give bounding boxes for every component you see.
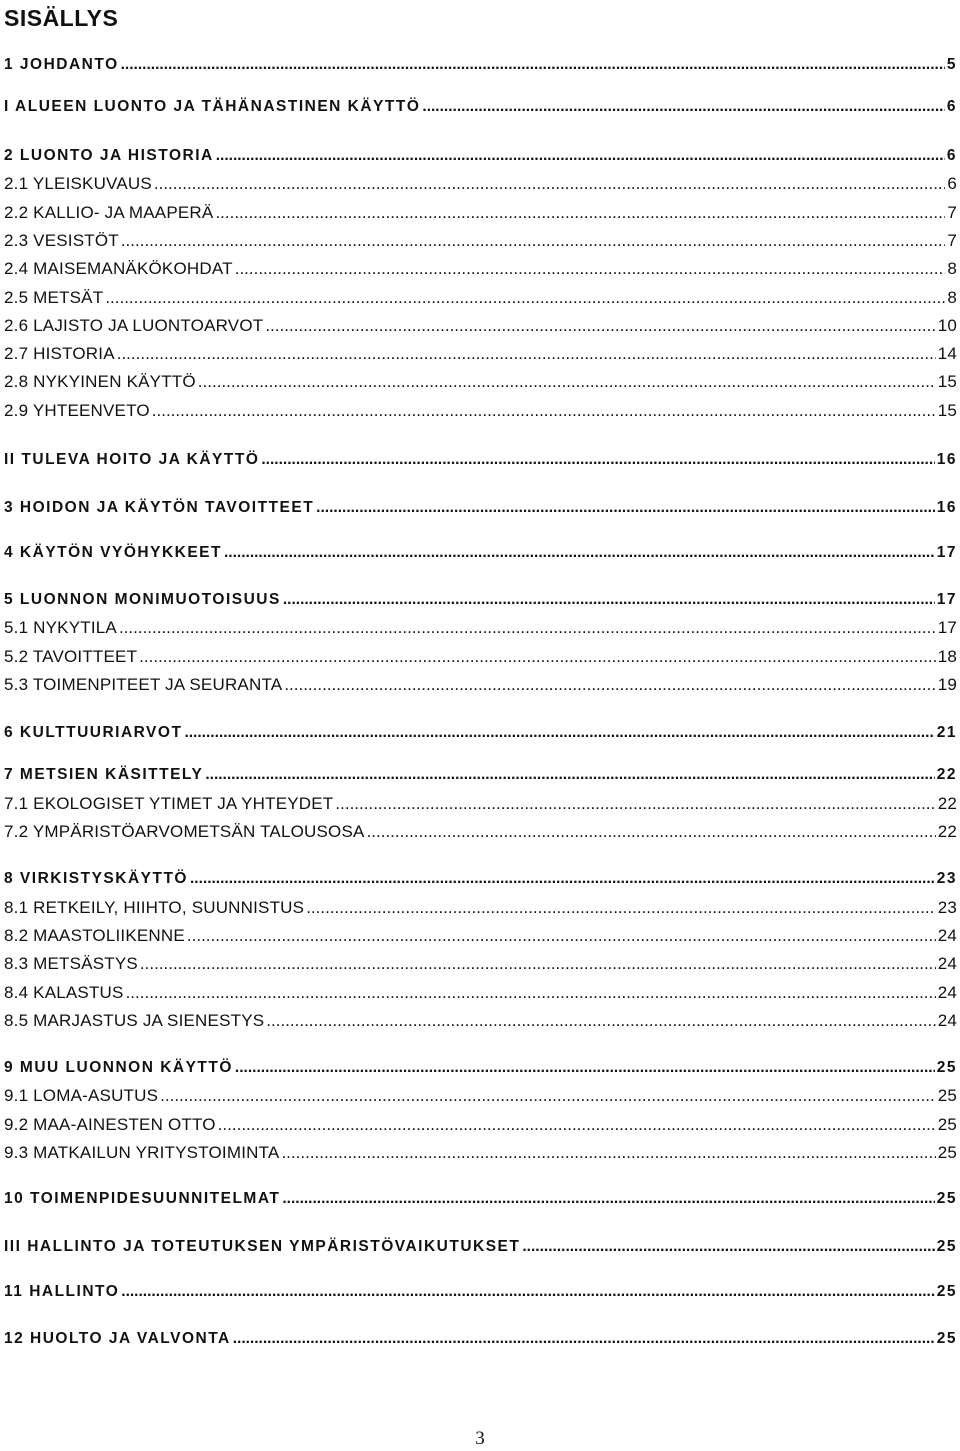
page-number: 3 bbox=[475, 1428, 485, 1449]
toc-entry-label: 11 HALLINTO bbox=[4, 1283, 120, 1300]
toc-dot-leader bbox=[121, 54, 945, 76]
toc-entry-page: 8 bbox=[947, 288, 957, 307]
toc-entry-label: 10 TOIMENPIDESUUNNITELMAT bbox=[4, 1190, 281, 1207]
toc-entry-label: II TULEVA HOITO JA KÄYTTÖ bbox=[4, 451, 260, 468]
toc-entry bbox=[4, 143, 957, 167]
toc-entry-page: 17 bbox=[936, 591, 957, 608]
toc-entry-page: 17 bbox=[937, 618, 957, 637]
toc-entry-page: 25 bbox=[937, 1143, 957, 1162]
toc-entry-page: 24 bbox=[937, 954, 957, 973]
toc-dot-leader bbox=[117, 343, 936, 365]
toc-entry-label: 4 KÄYTÖN VYÖHYKKEET bbox=[4, 544, 222, 561]
toc-entry bbox=[4, 285, 957, 309]
toc-entry-page: 22 bbox=[937, 794, 957, 813]
toc-entry bbox=[4, 1140, 957, 1164]
toc-entry bbox=[4, 313, 957, 337]
toc-dot-leader bbox=[215, 202, 945, 224]
toc-entry bbox=[4, 762, 957, 786]
toc-entry bbox=[4, 895, 957, 919]
toc-entry bbox=[4, 200, 957, 224]
toc-dot-leader bbox=[190, 868, 935, 890]
toc-entry bbox=[4, 540, 957, 564]
toc-entry bbox=[4, 1186, 957, 1210]
toc-entry bbox=[4, 94, 957, 118]
toc-entry-label: 8.4 KALASTUS bbox=[4, 983, 124, 1002]
toc-entry bbox=[4, 672, 957, 696]
toc-entry-page: 15 bbox=[937, 372, 957, 391]
toc-dot-leader bbox=[367, 821, 936, 843]
toc-entry-label: 8.3 METSÄSTYS bbox=[4, 954, 138, 973]
toc-entry bbox=[4, 256, 957, 280]
toc-entry-page: 7 bbox=[947, 231, 957, 250]
toc-entry-label: 5 LUONNON MONIMUOTOISUUS bbox=[4, 591, 281, 608]
toc-entry bbox=[4, 495, 957, 519]
toc-dot-leader bbox=[261, 449, 934, 471]
toc-entry-page: 24 bbox=[937, 983, 957, 1002]
toc-entry bbox=[4, 791, 957, 815]
toc-entry bbox=[4, 587, 957, 611]
toc-dot-leader bbox=[224, 542, 935, 564]
toc-dot-leader bbox=[121, 230, 946, 252]
toc-entry bbox=[4, 447, 957, 471]
toc-entry bbox=[4, 1326, 957, 1350]
toc-entry-label: 2.9 YHTEENVETO bbox=[4, 401, 150, 420]
toc-entry-page: 22 bbox=[937, 822, 957, 841]
toc-dot-leader bbox=[140, 953, 936, 975]
toc-entry-page: 24 bbox=[937, 926, 957, 945]
toc-entry-label: 12 HUOLTO JA VALVONTA bbox=[4, 1330, 231, 1347]
toc-dot-leader bbox=[282, 1188, 934, 1210]
toc-entry-label: 5.2 TAVOITTEET bbox=[4, 647, 138, 666]
toc-dot-leader bbox=[105, 287, 945, 309]
toc-dot-leader bbox=[216, 145, 945, 167]
toc-entry bbox=[4, 866, 957, 890]
toc-entry bbox=[4, 52, 957, 76]
toc-entry bbox=[4, 1008, 957, 1032]
toc-dot-leader bbox=[335, 793, 935, 815]
toc-dot-leader bbox=[266, 1010, 935, 1032]
toc-dot-leader bbox=[281, 1142, 935, 1164]
toc-entry-label: 8.2 MAASTOLIIKENNE bbox=[4, 926, 185, 945]
toc-entry-label: 8.5 MARJASTUS JA SIENESTYS bbox=[4, 1011, 265, 1030]
toc-entry-page: 10 bbox=[937, 316, 957, 335]
toc-entry-label: 5.1 NYKYTILA bbox=[4, 618, 117, 637]
toc-dot-leader bbox=[235, 1057, 935, 1079]
toc-dot-leader bbox=[187, 925, 936, 947]
toc-entry-page: 23 bbox=[936, 870, 957, 887]
toc-entry bbox=[4, 720, 957, 744]
toc-entry-label: 2.5 METSÄT bbox=[4, 288, 104, 307]
toc-entry bbox=[4, 951, 957, 975]
toc-entry-page: 18 bbox=[937, 647, 957, 666]
toc-entry-page: 25 bbox=[936, 1330, 957, 1347]
toc-dot-leader bbox=[139, 646, 936, 668]
toc-entry bbox=[4, 1055, 957, 1079]
toc-entry-page: 25 bbox=[937, 1086, 957, 1105]
toc-entry-page: 22 bbox=[936, 766, 957, 783]
toc-entry-page: 16 bbox=[936, 451, 957, 468]
toc-entry-page: 5 bbox=[946, 56, 957, 73]
toc-entry-page: 15 bbox=[937, 401, 957, 420]
toc-dot-leader bbox=[152, 400, 936, 422]
toc-entry bbox=[4, 1083, 957, 1107]
toc-entry-label: 2.4 MAISEMANÄKÖKOHDAT bbox=[4, 259, 233, 278]
toc-dot-leader bbox=[198, 371, 936, 393]
toc-entry bbox=[4, 1279, 957, 1303]
toc-dot-leader bbox=[422, 96, 944, 118]
toc-entry-label: 6 KULTTUURIARVOT bbox=[4, 724, 183, 741]
toc-entry-label: 7.2 YMPÄRISTÖARVOMETSÄN TALOUSOSA bbox=[4, 822, 365, 841]
toc-dot-leader bbox=[121, 1281, 934, 1303]
toc-entry-label: 9.2 MAA-AINESTEN OTTO bbox=[4, 1115, 216, 1134]
toc-entry-page: 21 bbox=[936, 724, 957, 741]
toc-dot-leader bbox=[205, 764, 934, 786]
toc-dot-leader bbox=[284, 674, 935, 696]
toc-entry bbox=[4, 644, 957, 668]
toc-entry-label: 2.6 LAJISTO JA LUONTOARVOT bbox=[4, 316, 264, 335]
toc-entry-page: 25 bbox=[937, 1115, 957, 1134]
toc-entry-label: 8.1 RETKEILY, HIIHTO, SUUNNISTUS bbox=[4, 898, 305, 917]
toc-entry bbox=[4, 1234, 957, 1258]
toc-dot-leader bbox=[233, 1328, 935, 1350]
toc-dot-leader bbox=[522, 1236, 934, 1258]
toc-entry bbox=[4, 980, 957, 1004]
toc-entry bbox=[4, 228, 957, 252]
toc-entry bbox=[4, 341, 957, 365]
toc-dot-leader bbox=[235, 258, 946, 280]
toc-entry bbox=[4, 1112, 957, 1136]
toc-entry-label: 2.1 YLEISKUVAUS bbox=[4, 174, 152, 193]
toc-entry-label: I ALUEEN LUONTO JA TÄHÄNASTINEN KÄYTTÖ bbox=[4, 98, 421, 115]
toc-dot-leader bbox=[184, 722, 934, 744]
toc-entry-label: 1 JOHDANTO bbox=[4, 56, 119, 73]
toc-entry-label: 2.2 KALLIO- JA MAAPERÄ bbox=[4, 203, 214, 222]
toc-entry bbox=[4, 369, 957, 393]
toc-entry-label: 9 MUU LUONNON KÄYTTÖ bbox=[4, 1059, 233, 1076]
toc-dot-leader bbox=[306, 897, 935, 919]
toc-dot-leader bbox=[316, 497, 935, 519]
toc-dot-leader bbox=[218, 1114, 936, 1136]
toc-entry-page: 17 bbox=[936, 544, 957, 561]
toc-entry-page: 23 bbox=[937, 898, 957, 917]
toc-entry-page: 6 bbox=[947, 174, 957, 193]
toc-dot-leader bbox=[283, 589, 935, 611]
toc-dot-leader bbox=[126, 982, 936, 1004]
toc-entry-label: 2.3 VESISTÖT bbox=[4, 231, 119, 250]
toc-entry-page: 14 bbox=[937, 344, 957, 363]
toc-entry-page: 7 bbox=[947, 203, 957, 222]
toc-entry-page: 16 bbox=[936, 499, 957, 516]
toc-entry-label: 2.7 HISTORIA bbox=[4, 344, 115, 363]
toc-entry-page: 6 bbox=[946, 147, 957, 164]
toc-entry-label: 9.1 LOMA-ASUTUS bbox=[4, 1086, 159, 1105]
toc-entry-label: 2.8 NYKYINEN KÄYTTÖ bbox=[4, 372, 196, 391]
toc-entry-label: 5.3 TOIMENPITEET JA SEURANTA bbox=[4, 675, 283, 694]
toc-entry bbox=[4, 615, 957, 639]
toc-entry-label: 3 HOIDON JA KÄYTÖN TAVOITTEET bbox=[4, 499, 315, 516]
toc-entry-page: 6 bbox=[946, 98, 957, 115]
toc-dot-leader bbox=[265, 315, 935, 337]
toc-dot-leader bbox=[119, 617, 936, 639]
page-title: SISÄLLYS bbox=[4, 5, 119, 31]
toc-entry-page: 8 bbox=[947, 259, 957, 278]
toc-dot-leader bbox=[160, 1085, 936, 1107]
toc-entry-label: III HALLINTO JA TOTEUTUKSEN YMPÄRISTÖVAIKUTUKSET bbox=[4, 1238, 521, 1255]
toc-entry-page: 19 bbox=[937, 675, 957, 694]
toc-entry-page: 25 bbox=[936, 1190, 957, 1207]
toc-entry-label: 2 LUONTO JA HISTORIA bbox=[4, 147, 214, 164]
toc-entry-page: 24 bbox=[937, 1011, 957, 1030]
toc-entry-page: 25 bbox=[936, 1059, 957, 1076]
toc-entry bbox=[4, 171, 957, 195]
toc-entry-page: 25 bbox=[936, 1238, 957, 1255]
toc-entry bbox=[4, 819, 957, 843]
toc-entry-label: 7 METSIEN KÄSITTELY bbox=[4, 766, 204, 783]
toc-entry-page: 25 bbox=[936, 1283, 957, 1300]
toc-entry bbox=[4, 398, 957, 422]
toc-entry-label: 7.1 EKOLOGISET YTIMET JA YHTEYDET bbox=[4, 794, 334, 813]
toc-entry-label: 8 VIRKISTYSKÄYTTÖ bbox=[4, 870, 188, 887]
toc-entry-label: 9.3 MATKAILUN YRITYSTOIMINTA bbox=[4, 1143, 280, 1162]
toc-entry bbox=[4, 923, 957, 947]
toc-dot-leader bbox=[154, 173, 945, 195]
